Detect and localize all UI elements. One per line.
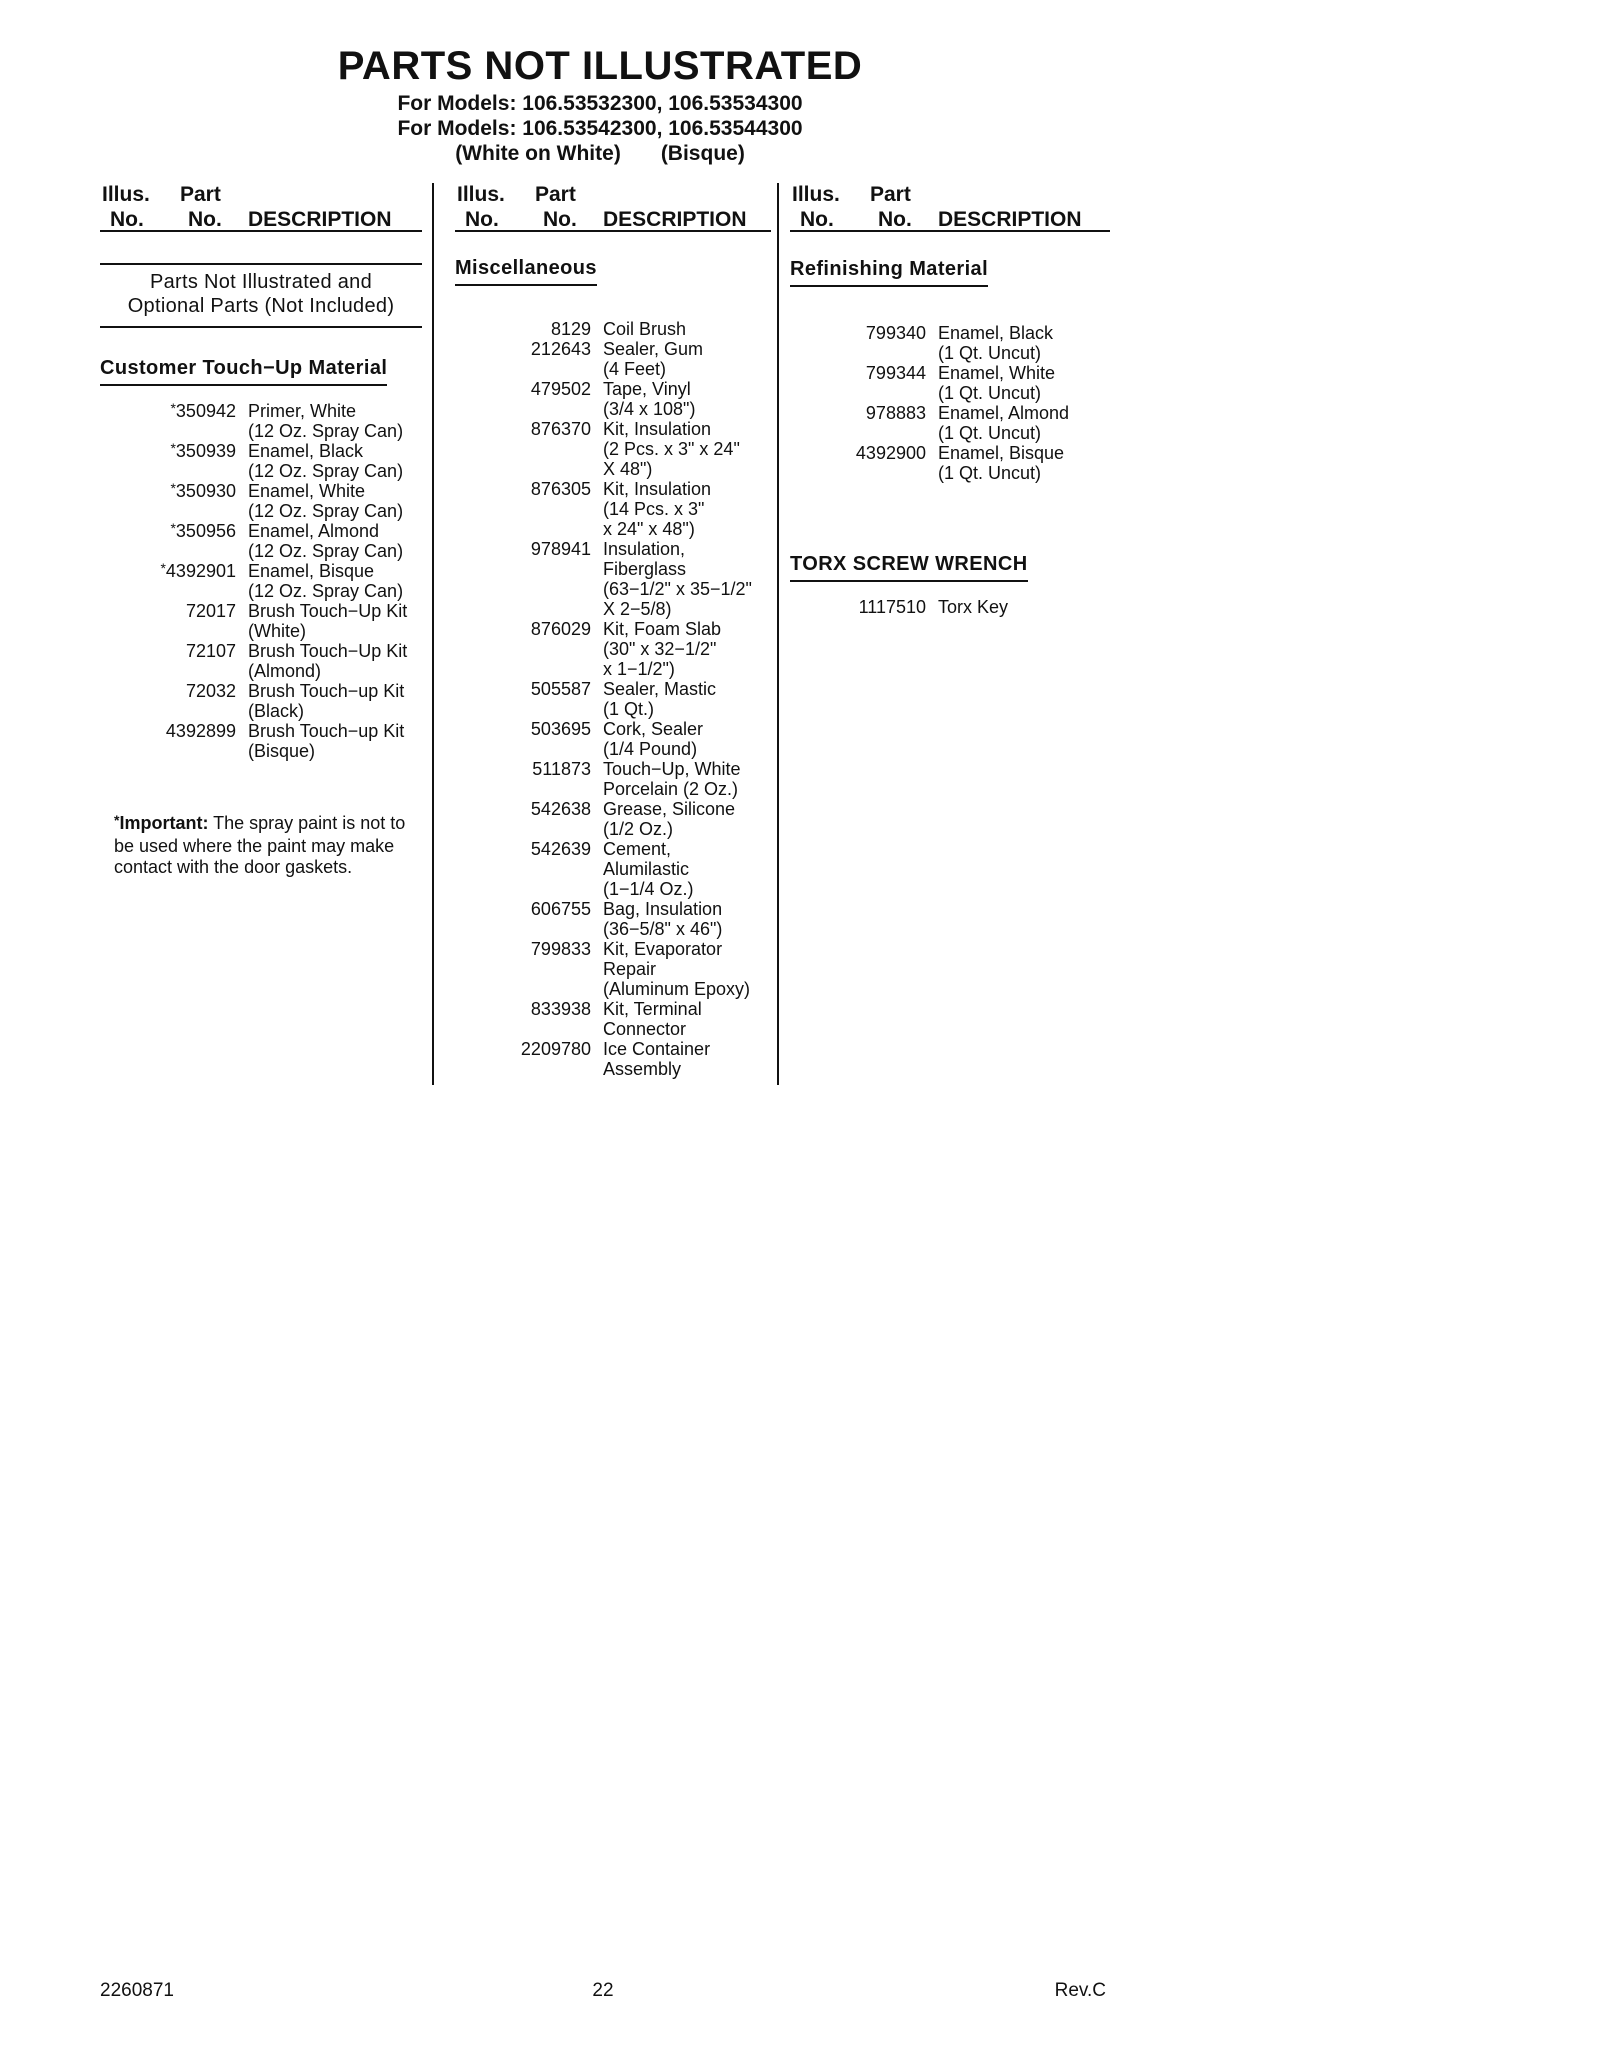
- part-number: *4392901: [160, 560, 236, 581]
- section-heading-row: [455, 257, 771, 286]
- description-line: (Bisque): [248, 741, 316, 761]
- part-row: [455, 999, 771, 1039]
- part-number: 799833: [530, 939, 591, 959]
- part-row: [100, 721, 422, 761]
- part-description: [248, 561, 422, 601]
- illus-no-header: No.: [800, 208, 834, 231]
- document-footer: [100, 1980, 1106, 2004]
- part-description: [603, 719, 771, 759]
- part-description: [248, 401, 422, 441]
- page-title: PARTS NOT ILLUSTRATED: [337, 44, 863, 88]
- part-row: [455, 899, 771, 939]
- description-line: (1/2 Oz.): [603, 819, 674, 839]
- part-description: [938, 597, 1110, 617]
- description-header: DESCRIPTION: [938, 208, 1082, 231]
- part-description: [248, 441, 422, 481]
- part-row: [455, 539, 771, 619]
- column-body: [455, 257, 771, 1079]
- description-line: Primer, White: [248, 401, 357, 421]
- document-number: 2260871: [100, 1980, 174, 2001]
- description-line: Kit, Terminal: [603, 999, 702, 1019]
- description-line: Enamel, White: [938, 363, 1056, 383]
- section-heading-row: [100, 357, 422, 386]
- part-description: [938, 443, 1110, 483]
- part-description: [603, 419, 771, 479]
- description-line: Touch−Up, White: [603, 759, 741, 779]
- description-line: Brush Touch−Up Kit: [248, 601, 408, 621]
- description-line: Tape, Vinyl: [603, 379, 691, 399]
- description-line: (14 Pcs. x 3": [603, 499, 705, 519]
- description-line: Kit, Evaporator: [603, 939, 723, 959]
- column-header: [455, 183, 771, 232]
- part-number: 511873: [532, 759, 591, 779]
- description-header: DESCRIPTION: [603, 208, 747, 231]
- description-line: Kit, Insulation: [603, 419, 712, 439]
- part-description: [603, 759, 771, 799]
- part-row: [100, 441, 422, 481]
- parts-section: [790, 258, 1110, 483]
- description-line: (63−1/2" x 35−1/2": [603, 579, 752, 599]
- description-line: (30" x 32−1/2": [603, 639, 717, 659]
- description-line: (1/4 Pound): [603, 739, 698, 759]
- part-number: *350939: [170, 440, 236, 461]
- part-number: 72032: [185, 681, 236, 701]
- part-row: [100, 521, 422, 561]
- column-body: [790, 258, 1110, 617]
- part-number: 1117510: [858, 597, 926, 617]
- parts-column-1: [100, 183, 422, 879]
- description-line: (1 Qt. Uncut): [938, 463, 1042, 483]
- section-heading: TORX SCREW WRENCH: [790, 553, 1028, 582]
- description-line: X 48"): [603, 459, 653, 479]
- part-description: [938, 403, 1110, 443]
- finishes-line: [0, 141, 1200, 166]
- part-row: [455, 479, 771, 539]
- part-number: 876029: [530, 619, 591, 639]
- description-line: Ice Container: [603, 1039, 711, 1059]
- finish-white-label: (White on White): [455, 142, 621, 165]
- description-line: Enamel, Bisque: [938, 443, 1065, 463]
- part-description: [248, 601, 422, 641]
- part-description: [603, 679, 771, 719]
- part-description: [603, 899, 771, 939]
- part-row: [100, 601, 422, 641]
- models-line-2: For Models: 106.53542300, 106.53544300: [397, 117, 803, 140]
- important-label: *Important:: [114, 812, 209, 833]
- part-description: [603, 539, 771, 619]
- part-number: 2209780: [520, 1039, 591, 1059]
- part-row: [790, 403, 1110, 443]
- part-no-header: No.: [543, 208, 577, 231]
- description-line: Enamel, Almond: [248, 521, 380, 541]
- part-number: 4392900: [855, 443, 926, 463]
- part-row: [100, 481, 422, 521]
- part-row: [100, 561, 422, 601]
- description-line: Sealer, Gum: [603, 339, 704, 359]
- description-line: (Black): [248, 701, 305, 721]
- part-header: Part: [870, 183, 911, 206]
- description-line: x 24" x 48"): [603, 519, 695, 539]
- description-line: Sealer, Mastic: [603, 679, 717, 699]
- description-line: x 1−1/2"): [603, 659, 675, 679]
- part-row: [455, 379, 771, 419]
- part-row: [455, 319, 771, 339]
- parts-section: [100, 357, 422, 761]
- part-row: [100, 681, 422, 721]
- description-line: (3/4 x 108"): [603, 399, 696, 419]
- description-line: Porcelain (2 Oz.): [603, 779, 739, 799]
- part-row: [100, 641, 422, 681]
- part-no-header: No.: [878, 208, 912, 231]
- asterisk-icon: *: [170, 440, 176, 456]
- part-number: *350956: [170, 520, 236, 541]
- document-header: [0, 44, 1200, 166]
- important-note: *Important: The spray paint is not to be used where the paint may make contact with the door gaskets.: [114, 812, 406, 877]
- parts-list: [455, 319, 771, 1079]
- part-description: [603, 479, 771, 539]
- banner-line: Parts Not Illustrated and: [149, 271, 373, 293]
- part-description: [603, 999, 771, 1039]
- page-number: 22: [592, 1980, 614, 2001]
- part-number: 212643: [530, 339, 591, 359]
- part-row: [455, 1039, 771, 1079]
- part-number: 978883: [865, 403, 926, 423]
- description-header: DESCRIPTION: [248, 208, 392, 231]
- section-heading: Refinishing Material: [790, 258, 988, 287]
- part-number: *350930: [170, 480, 236, 501]
- part-description: [248, 481, 422, 521]
- part-row: [455, 799, 771, 839]
- description-line: Torx Key: [938, 597, 1009, 617]
- part-number: 799344: [865, 363, 926, 383]
- column-divider: [777, 183, 779, 1085]
- description-line: Repair: [603, 959, 657, 979]
- description-line: (12 Oz. Spray Can): [248, 421, 404, 441]
- part-number: 978941: [530, 539, 591, 559]
- description-line: Coil Brush: [603, 319, 687, 339]
- description-line: Bag, Insulation: [603, 899, 723, 919]
- description-line: (1 Qt. Uncut): [938, 343, 1042, 363]
- part-number: 72017: [185, 601, 236, 621]
- illus-no-header: No.: [465, 208, 499, 231]
- description-line: Fiberglass: [603, 559, 687, 579]
- parts-column-2: [455, 183, 771, 1079]
- description-line: Enamel, Black: [938, 323, 1054, 343]
- section-heading: Miscellaneous: [455, 257, 597, 286]
- part-row: [100, 401, 422, 441]
- parts-list: [100, 401, 422, 761]
- part-description: [603, 799, 771, 839]
- part-number: 503695: [530, 719, 591, 739]
- part-number: 4392899: [165, 721, 236, 741]
- illus-header: Illus.: [102, 183, 150, 206]
- description-line: Enamel, Black: [248, 441, 364, 461]
- description-line: Enamel, Bisque: [248, 561, 375, 581]
- description-line: Enamel, Almond: [938, 403, 1070, 423]
- finish-bisque-label: (Bisque): [660, 142, 745, 165]
- part-number: 606755: [530, 899, 591, 919]
- part-row: [455, 759, 771, 799]
- part-row: [455, 939, 771, 999]
- part-number: 479502: [530, 379, 591, 399]
- models-line-1: For Models: 106.53532300, 106.53534300: [397, 92, 803, 115]
- description-line: Grease, Silicone: [603, 799, 736, 819]
- description-line: (Aluminum Epoxy): [603, 979, 751, 999]
- description-line: (12 Oz. Spray Can): [248, 501, 404, 521]
- part-row: [455, 719, 771, 759]
- parts-section: [455, 257, 771, 1079]
- part-number: 72107: [185, 641, 236, 661]
- part-description: [603, 619, 771, 679]
- description-line: Brush Touch−up Kit: [248, 721, 405, 741]
- part-row: [455, 339, 771, 379]
- column-header: [790, 183, 1110, 232]
- column-header: [100, 183, 422, 232]
- illus-header: Illus.: [457, 183, 505, 206]
- part-description: [603, 379, 771, 419]
- description-line: Alumilastic: [603, 859, 690, 879]
- description-line: (1 Qt. Uncut): [938, 423, 1042, 443]
- part-number: 876370: [530, 419, 591, 439]
- description-line: (12 Oz. Spray Can): [248, 541, 404, 561]
- banner-line: Optional Parts (Not Included): [127, 295, 395, 317]
- part-row: [455, 619, 771, 679]
- description-line: (36−5/8" x 46"): [603, 919, 723, 939]
- part-number: 505587: [530, 679, 591, 699]
- description-line: Assembly: [603, 1059, 682, 1079]
- part-number: 542638: [530, 799, 591, 819]
- part-row: [455, 839, 771, 899]
- part-number: 8129: [550, 319, 591, 339]
- description-line: Kit, Insulation: [603, 479, 712, 499]
- part-row: [790, 597, 1110, 617]
- part-number: 542639: [530, 839, 591, 859]
- description-line: Insulation,: [603, 539, 686, 559]
- part-row: [455, 419, 771, 479]
- part-row: [790, 323, 1110, 363]
- part-header: Part: [535, 183, 576, 206]
- part-description: [603, 319, 771, 339]
- column-divider: [432, 183, 434, 1085]
- illus-no-header: No.: [110, 208, 144, 231]
- asterisk-icon: *: [170, 400, 176, 416]
- illus-header: Illus.: [792, 183, 840, 206]
- section-heading: Customer Touch−Up Material: [100, 357, 387, 386]
- part-row: [790, 363, 1110, 403]
- parts-list: [790, 323, 1110, 483]
- column-body: [100, 263, 422, 879]
- asterisk-icon: *: [170, 520, 176, 536]
- part-description: [603, 339, 771, 379]
- part-number: 876305: [530, 479, 591, 499]
- optional-parts-banner: [100, 263, 422, 328]
- description-line: (12 Oz. Spray Can): [248, 581, 404, 601]
- description-line: (12 Oz. Spray Can): [248, 461, 404, 481]
- part-number: 833938: [530, 999, 591, 1019]
- part-description: [938, 323, 1110, 363]
- asterisk-icon: *: [160, 560, 166, 576]
- description-line: (2 Pcs. x 3" x 24": [603, 439, 740, 459]
- part-description: [603, 939, 771, 999]
- description-line: (1 Qt.): [603, 699, 655, 719]
- description-line: Connector: [603, 1019, 687, 1039]
- description-line: Kit, Foam Slab: [603, 619, 722, 639]
- description-line: (1 Qt. Uncut): [938, 383, 1042, 403]
- part-description: [248, 641, 422, 681]
- description-line: (Almond): [248, 661, 322, 681]
- part-header: Part: [180, 183, 221, 206]
- part-description: [248, 521, 422, 561]
- section-heading-row: [790, 258, 1110, 287]
- part-row: [790, 443, 1110, 483]
- asterisk-icon: *: [114, 812, 120, 828]
- description-line: Brush Touch−up Kit: [248, 681, 405, 701]
- parts-list: [790, 597, 1110, 617]
- description-line: (4 Feet): [603, 359, 667, 379]
- description-line: Brush Touch−Up Kit: [248, 641, 408, 661]
- part-description: [248, 681, 422, 721]
- section-heading-row: [790, 553, 1110, 582]
- revision-label: Rev.C: [1054, 1980, 1106, 2001]
- asterisk-icon: *: [170, 480, 176, 496]
- description-line: Enamel, White: [248, 481, 366, 501]
- description-line: (White): [248, 621, 306, 641]
- parts-section: [790, 553, 1110, 617]
- description-line: X 2−5/8): [603, 599, 672, 619]
- part-number: 799340: [865, 323, 926, 343]
- part-description: [603, 839, 771, 899]
- part-row: [455, 679, 771, 719]
- part-description: [938, 363, 1110, 403]
- description-line: (1−1/4 Oz.): [603, 879, 694, 899]
- part-number: *350942: [170, 400, 236, 421]
- description-line: Cork, Sealer: [603, 719, 704, 739]
- parts-column-3: [790, 183, 1110, 617]
- part-description: [603, 1039, 771, 1079]
- part-description: [248, 721, 422, 761]
- part-no-header: No.: [188, 208, 222, 231]
- description-line: Cement,: [603, 839, 672, 859]
